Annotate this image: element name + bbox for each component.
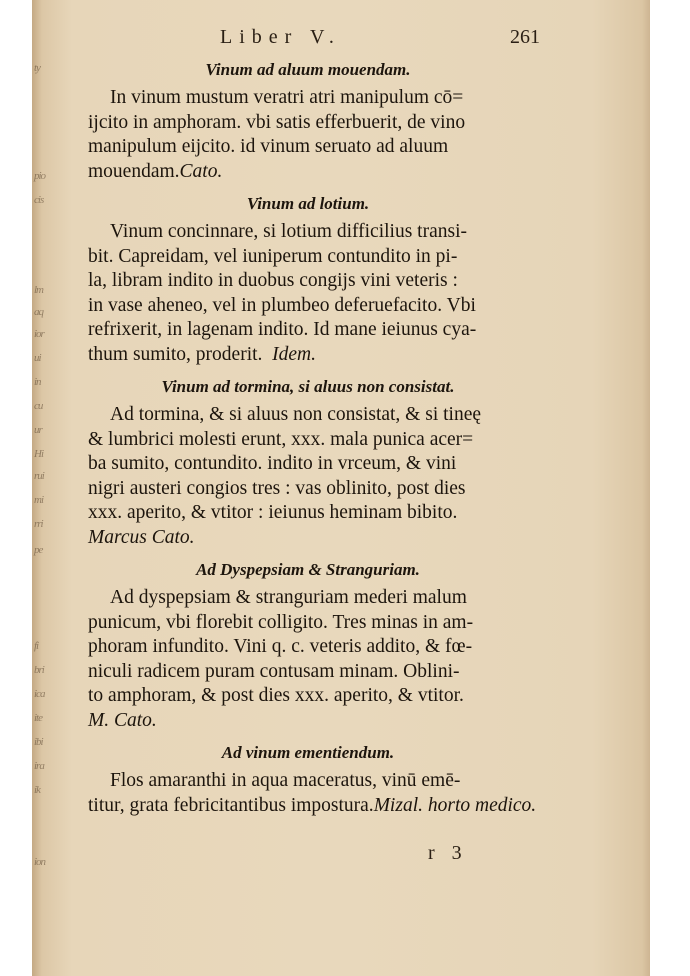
running-head: Liber V. — [220, 26, 341, 48]
section-body — [88, 586, 528, 733]
text-line: & lumbrici molesti erunt, xxx. mala punica acer= — [88, 428, 474, 450]
signature-mark: r 3 — [428, 842, 468, 864]
text-line: Ad tormina, & si aluus non consistat, & si tineę — [110, 404, 482, 425]
text-line: mouendam.Cato. — [88, 160, 223, 182]
text-line: phoram infundito. Vini q. c. veteris addito, & fœ- — [88, 636, 473, 657]
text-line: Vinum concinnare, si lotium difficilius transi- — [110, 221, 467, 242]
section-body — [88, 403, 528, 550]
text-line: xxx. aperito, & vtitor : ieiunus heminam bibito. — [88, 502, 458, 523]
recipe-section — [88, 558, 528, 733]
text-line: Ad dyspepsiam & stranguriam mederi malum — [110, 587, 467, 608]
section-body — [88, 220, 528, 367]
text-line: bit. Capreidam, vel iuniperum contundito in pi- — [88, 245, 458, 267]
section-title: Vinum ad tormina, si aluus non consistat. — [161, 377, 455, 396]
text-line: refrixerit, in lagenam indito. Id mane ieiunus cya- — [88, 319, 477, 340]
page-content — [88, 58, 537, 826]
section-title: Ad Dyspepsiam & Stranguriam. — [196, 560, 420, 579]
recipe-section — [88, 192, 528, 367]
text-line: thum sumito, proderit. Idem. — [88, 343, 317, 365]
text-line: In vinum mustum veratri atri manipulum cō= — [110, 87, 464, 108]
text-line: to amphoram, & post dies xxx. aperito, & vtitor. — [88, 685, 464, 706]
source-citation: Marcus Cato. — [88, 526, 195, 548]
text-line: in vase aheneo, vel in plumbeo deferuefacito. Vbi — [88, 294, 476, 316]
text-line: niculi radicem puram contusam minam. Oblini- — [88, 660, 460, 682]
text-line: la, libram indito in duobus congijs vini veteris : — [88, 270, 458, 291]
source-citation: M. Cato. — [88, 709, 157, 731]
text-line: ba sumito, contundito. indito in vrceum, & vini — [88, 453, 457, 474]
recipe-section — [88, 58, 528, 184]
section-body — [88, 769, 537, 818]
recipe-section — [88, 375, 528, 550]
text-line: nigri austeri congios tres : vas oblinito, post dies — [88, 477, 466, 499]
section-title: Vinum ad lotium. — [246, 194, 370, 213]
section-title: Ad vinum ementiendum. — [221, 743, 395, 762]
page-header — [190, 26, 540, 56]
source-citation: Cato. — [179, 160, 223, 182]
recipe-section — [88, 741, 537, 818]
page-number: 261 — [510, 26, 540, 48]
text-line: manipulum eijcito. id vinum seruato ad aluum — [88, 136, 449, 157]
text-line: punicum, vbi florebit colligito. Tres minas in am- — [88, 611, 474, 633]
section-body — [88, 86, 528, 184]
source-citation: Idem. — [272, 343, 317, 365]
facing-page-bleed: ty pio cis lm aq ior ui in cu ur Hi rui mi rri pe fi bri ica ite ibi ira ik ion — [34, 62, 46, 868]
text-line: Flos amaranthi in aqua maceratus, vinū emē- — [110, 770, 461, 791]
text-line: titur, grata febricitantibus impostura.Mizal. horto medico. — [88, 794, 537, 816]
text-line: ijcito in amphoram. vbi satis efferbuerit, de vino — [88, 111, 466, 133]
section-title: Vinum ad aluum mouendam. — [205, 60, 411, 79]
source-citation: Mizal. horto medico. — [373, 794, 537, 816]
